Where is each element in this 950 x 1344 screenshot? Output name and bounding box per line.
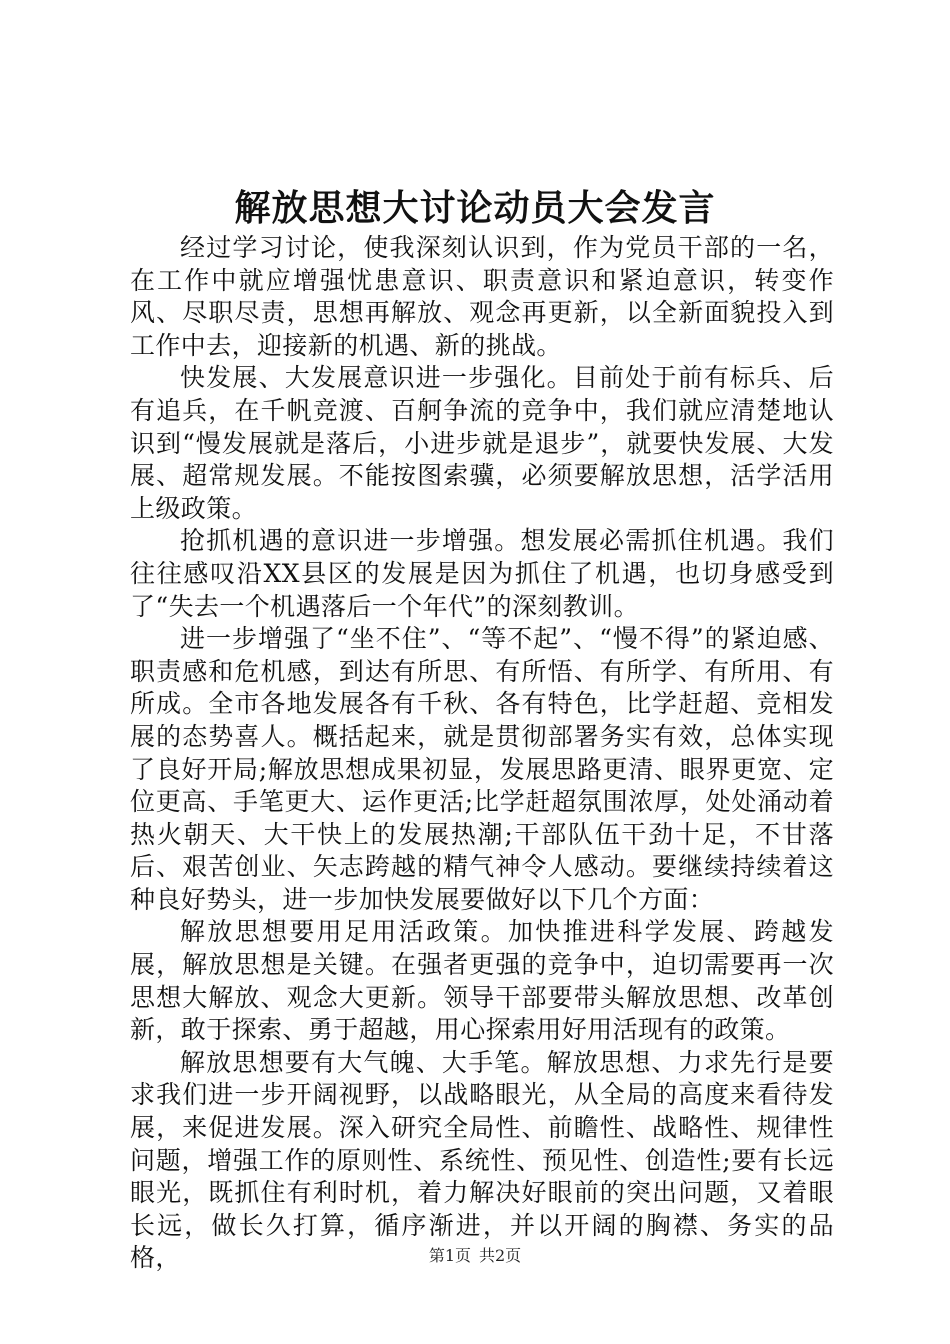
document-body	[130, 232, 834, 1275]
paragraph-4: 进一步增强了“坐不住”、“等不起”、“慢不得”的紧迫感、职责感和危机感，到达有所思、有所悟、有所学、有所用、有所成。全市各地发展各有千秋、各有特色，比学赶超、竞相发展的态势喜人。概括起来，就是贯彻部署务实有效，总体实现了良好开局;解放思想成果初显，发展思路更清、眼界更宽、定位更高、手笔更大、运作更活;比学赶超氛围浓厚，处处涌动着热火朝天、大干快上的发展热潮;干部队伍干劲十足，不甘落后、艰苦创业、矢志跨越的精气神令人感动。要继续持续着这种良好势头，进一步加快发展要做好以下几个方面：	[130, 624, 834, 914]
page-number-total: 共2页	[479, 1246, 522, 1265]
paragraph-3: 抢抓机遇的意识进一步增强。想发展必需抓住机遇。我们往往感叹沿XX县区的发展是因为抓住了机遇，也切身感受到了“失去一个机遇落后一个年代”的深刻教训。	[130, 526, 834, 621]
page-footer	[0, 1245, 950, 1267]
page-number-current: 第1页	[428, 1246, 471, 1265]
paragraph-2: 快发展、大发展意识进一步强化。目前处于前有标兵、后有追兵，在千帆竞渡、百舸争流的竞争中，我们就应清楚地认识到“慢发展就是落后，小进步就是退步”，就要快发展、大发展、超常规发展。不能按图索骥，必须要解放思想，活学活用上级政策。	[130, 363, 834, 523]
document-title: 解放思想大讨论动员大会发言	[234, 187, 716, 229]
paragraph-5: 解放思想要用足用活政策。加快推进科学发展、跨越发展，解放思想是关键。在强者更强的竞争中，迫切需要再一次思想大解放、观念大更新。领导干部要带头解放思想、改革创新，敢于探索、勇于超越，用心探索用好用活现有的政策。	[130, 917, 834, 1045]
paragraph-1: 经过学习讨论，使我深刻认识到，作为党员干部的一名，在工作中就应增强忧患意识、职责意识和紧迫意识，转变作风、尽职尽责，思想再解放、观念再更新，以全新面貌投入到工作中去，迎接新的机遇、新的挑战。	[130, 233, 834, 360]
paragraph-6: 解放思想要有大气魄、大手笔。解放思想、力求先行是要求我们进一步开阔视野，以战略眼光，从全局的高度来看待发展，来促进发展。深入研究全局性、前瞻性、战略性、规律性问题，增强工作的原则性、系统性、预见性、创造性;要有长远眼光，既抓住有利时机，着力解决好眼前的突出问题，又着眼长远，做长久打算，循序渐进，并以开阔的胸襟、务实的品格，	[130, 1047, 834, 1273]
